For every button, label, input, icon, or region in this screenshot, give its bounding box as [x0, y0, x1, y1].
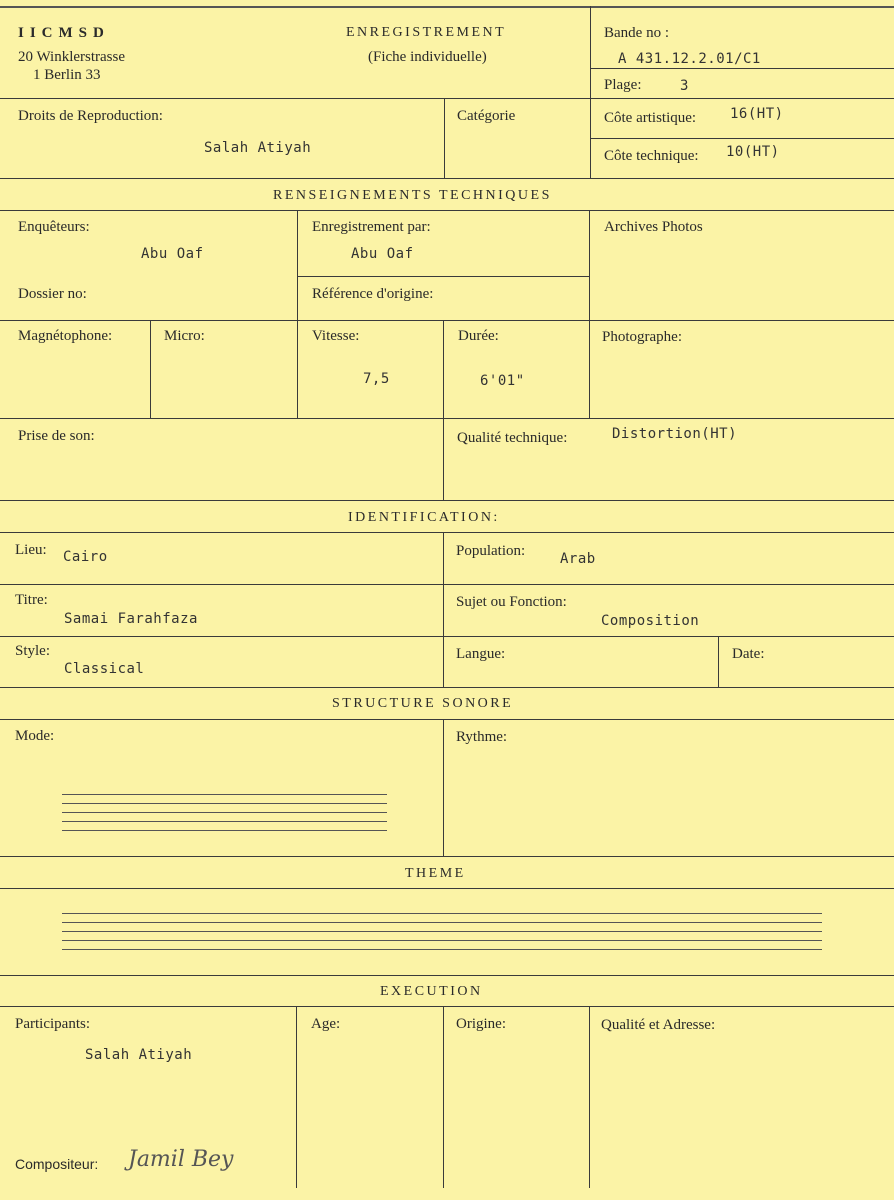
cote-technique-value: 10(HT)	[726, 144, 780, 160]
cote-technique-label: Côte technique:	[604, 148, 699, 164]
droits-value: Salah Atiyah	[204, 140, 312, 156]
mode-label: Mode:	[15, 728, 55, 744]
population-label: Population:	[456, 543, 526, 559]
plage-label: Plage:	[604, 77, 642, 93]
plage-value: 3	[680, 78, 689, 94]
lieu-value: Cairo	[63, 549, 108, 565]
enregistrement-value: Abu Oaf	[351, 246, 414, 262]
titre-label: Titre:	[15, 592, 48, 608]
mode-staff-line	[62, 830, 387, 831]
titre-value: Samai Farahfaza	[64, 611, 198, 627]
population-value: Arab	[560, 551, 596, 567]
archives-label: Archives Photos	[604, 219, 703, 235]
enqueteurs-value: Abu Oaf	[141, 246, 204, 262]
cote-artistique-value: 16(HT)	[730, 106, 784, 122]
rule	[443, 719, 444, 856]
rule	[443, 1006, 444, 1188]
bande-value: A 431.12.2.01/C1	[618, 51, 761, 67]
rule	[590, 138, 894, 139]
rule	[589, 210, 590, 418]
address-line-1: 20 Winklerstrasse	[18, 49, 126, 65]
rule	[0, 719, 894, 720]
rule	[0, 636, 894, 637]
rule	[0, 418, 894, 419]
rule	[590, 68, 894, 69]
compositeur-signature: Jamil Bey	[128, 1147, 234, 1172]
address-line-2: 1 Berlin 33	[33, 67, 101, 83]
form-subtitle: (Fiche individuelle)	[368, 49, 487, 65]
mode-staff-line	[62, 812, 387, 813]
magnetophone-label: Magnétophone:	[18, 328, 113, 344]
dossier-label: Dossier no:	[18, 286, 87, 302]
compositeur-label: Compositeur:	[15, 1156, 99, 1172]
participants-label: Participants:	[15, 1016, 90, 1032]
micro-label: Micro:	[164, 328, 205, 344]
bande-label: Bande no :	[604, 25, 669, 41]
rule	[589, 1006, 590, 1188]
section-title-execution: EXECUTION	[380, 984, 483, 999]
theme-staff-line	[62, 949, 822, 950]
mode-staff-line	[62, 803, 387, 804]
theme-staff-line	[62, 922, 822, 923]
rule	[0, 584, 894, 585]
rule	[0, 320, 894, 321]
vitesse-value: 7,5	[363, 371, 390, 387]
rule	[296, 1006, 297, 1188]
duree-label: Durée:	[458, 328, 499, 344]
theme-staff-line	[62, 940, 822, 941]
reference-label: Référence d'origine:	[312, 286, 434, 302]
prise-label: Prise de son:	[18, 428, 95, 444]
mode-staff-line	[62, 794, 387, 795]
rule	[443, 532, 444, 687]
qualite-adresse-label: Qualité et Adresse:	[601, 1017, 716, 1033]
form-title: ENREGISTREMENT	[346, 25, 507, 40]
sujet-value: Composition	[601, 613, 700, 629]
rule	[0, 888, 894, 889]
style-value: Classical	[64, 661, 145, 677]
rule	[297, 276, 590, 277]
cote-artistique-label: Côte artistique:	[604, 110, 697, 126]
enregistrement-label: Enregistrement par:	[312, 219, 431, 235]
categorie-label: Catégorie	[457, 108, 516, 124]
origine-label: Origine:	[456, 1016, 506, 1032]
lieu-label: Lieu:	[15, 542, 47, 558]
section-title-identification: IDENTIFICATION:	[348, 510, 500, 525]
section-title-structure: STRUCTURE SONORE	[332, 696, 514, 711]
rule	[0, 687, 894, 688]
vitesse-label: Vitesse:	[312, 328, 360, 344]
rule	[0, 6, 894, 8]
style-label: Style:	[15, 643, 51, 659]
rythme-label: Rythme:	[456, 729, 508, 745]
rule	[150, 320, 151, 418]
rule	[0, 1006, 894, 1007]
date-label: Date:	[732, 646, 765, 662]
langue-label: Langue:	[456, 646, 506, 662]
rule	[443, 418, 444, 500]
rule	[590, 6, 591, 178]
droits-label: Droits de Reproduction:	[18, 108, 163, 124]
enqueteurs-label: Enquêteurs:	[18, 219, 90, 235]
rule	[718, 636, 719, 687]
mode-staff-line	[62, 821, 387, 822]
sujet-label: Sujet ou Fonction:	[456, 594, 567, 610]
duree-value: 6'01"	[480, 373, 525, 389]
section-title-theme: THEME	[405, 866, 466, 881]
rule	[0, 856, 894, 857]
participants-value: Salah Atiyah	[85, 1047, 193, 1063]
rule	[444, 98, 445, 178]
rule	[0, 500, 894, 501]
qualite-technique-value: Distortion(HT)	[612, 426, 738, 442]
rule	[0, 98, 894, 99]
age-label: Age:	[311, 1016, 341, 1032]
section-title-technique: RENSEIGNEMENTS TECHNIQUES	[273, 188, 552, 203]
rule	[0, 975, 894, 976]
photographe-label: Photographe:	[602, 329, 682, 345]
theme-staff-line	[62, 913, 822, 914]
rule	[443, 320, 444, 418]
rule	[0, 210, 894, 211]
theme-staff-line	[62, 931, 822, 932]
rule	[0, 532, 894, 533]
rule	[297, 210, 298, 418]
rule	[0, 178, 894, 179]
org-name: IICMSD	[18, 25, 110, 41]
qualite-technique-label: Qualité technique:	[457, 430, 568, 446]
